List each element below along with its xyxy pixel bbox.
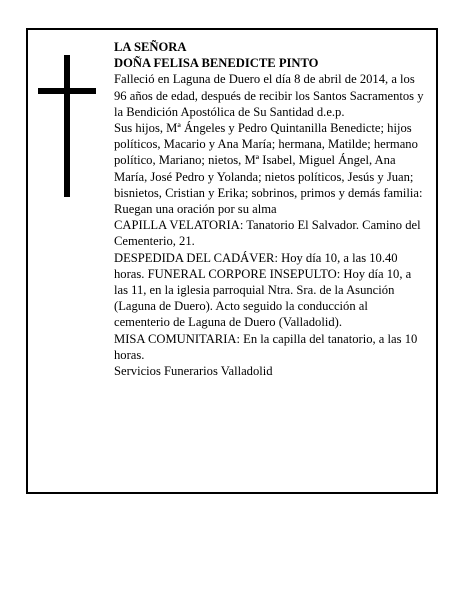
cross-vertical-bar [64,55,70,197]
notice-heading: LA SEÑORA [114,40,187,54]
latin-cross-icon [38,55,96,197]
deceased-name: DOÑA FELISA BENEDICTE PINTO [114,56,319,71]
community-mass-info: MISA COMUNITARIA: En la capilla del tanatorio, a las 10 horas. [114,331,418,362]
funeral-info: DESPEDIDA DEL CADÁVER: Hoy día 10, a las 10.40 horas. FUNERAL CORPORE INSEPULTO: Hoy día 10, a las 11, en la iglesia parroquial Ntra. Sra. de la Asunción (Laguna de Duero). Acto seguido la conducción al cementerio de Laguna de Duero (Valladolid). [114,250,412,330]
death-announcement: Falleció en Laguna de Duero el día 8 de abril de 2014, a los 96 años de edad, después de recibir los Santos Sacramentos y la Bendición Apostólica de Su Santidad d.e.p. [114,72,424,119]
wake-chapel-info: CAPILLA VELATORIA: Tanatorio El Salvador. Camino del Cementerio, 21. [114,218,421,249]
funeral-service-provider: Servicios Funerarios Valladolid [114,364,273,379]
cross-horizontal-bar [38,88,96,94]
obituary-text [114,39,426,379]
family-list: Sus hijos, Mª Ángeles y Pedro Quintanilla Benedicte; hijos políticos, Macario y Ana María; hermana, Matilde; hermano político, Mariano; nietos, Mª Isabel, Miguel Ángel, Ana María, José Pedro y Yolanda; nietos políticos, Jesús y Juan; bisnietos, Cristian y Erika; sobrinos, primos y demás familia: [114,121,423,200]
prayer-request: Ruegan una oración por su alma [114,202,277,217]
